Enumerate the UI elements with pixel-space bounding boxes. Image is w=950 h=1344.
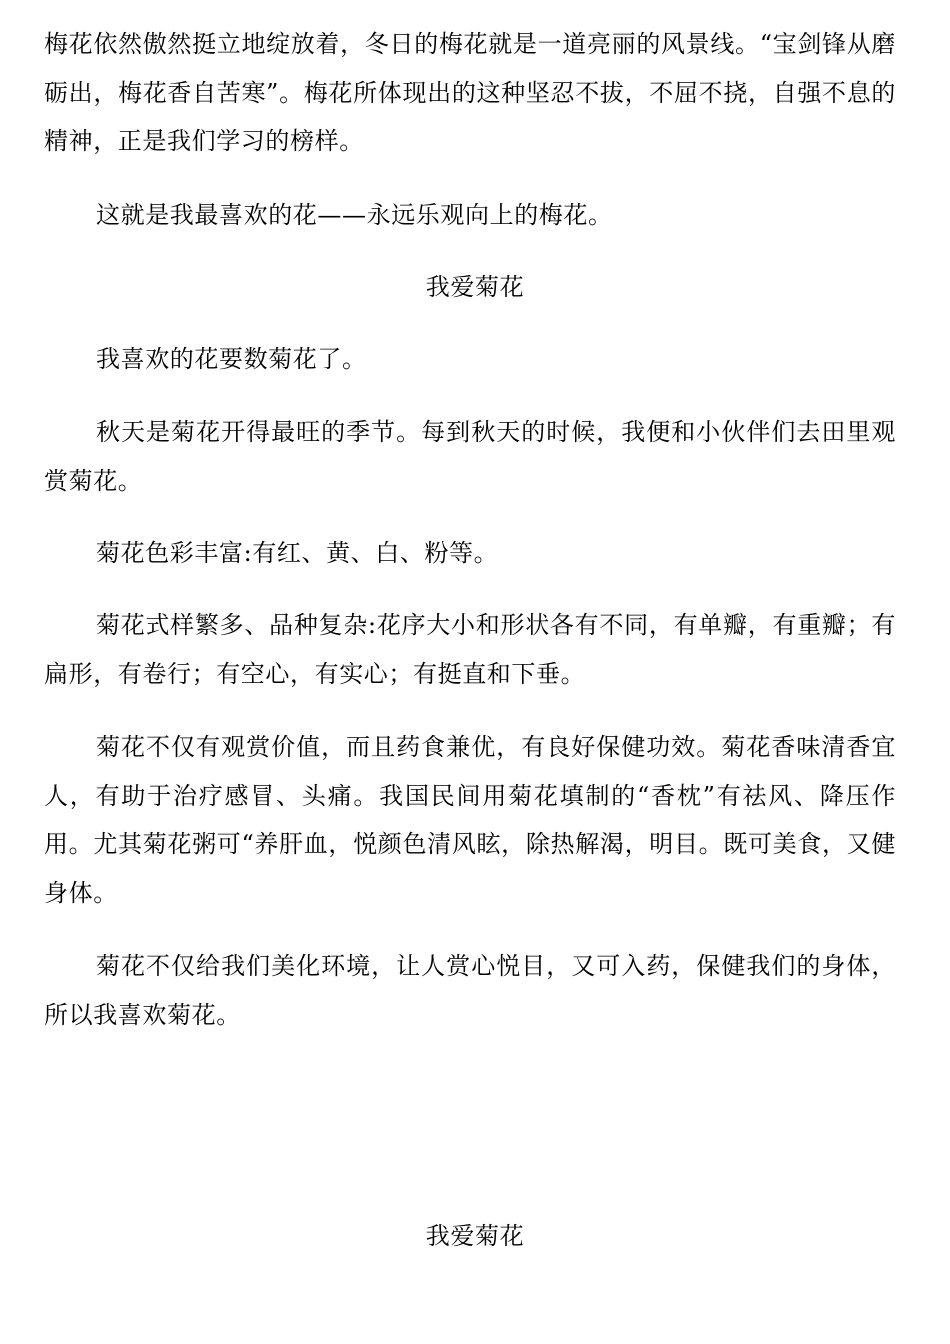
paragraph-autumn-season: 秋天是菊花开得最旺的季节。每到秋天的时候，我便和小伙伴们去田里观赏菊花。 xyxy=(44,418,896,495)
next-section-title: 我爱菊花 xyxy=(425,1222,525,1250)
paragraph-plum-conclusion: 这就是我最喜欢的花——永远乐观向上的梅花。 xyxy=(96,201,613,229)
paragraph-varieties: 菊花式样繁多、品种复杂:花序大小和形状各有不同，有单瓣，有重瓣；有扁形，有卷行；有空心，有实心；有挺直和下垂。 xyxy=(44,611,896,688)
paragraph-closing: 菊花不仅给我们美化环境，让人赏心悦目，又可入药，保健我们的身体，所以我喜欢菊花。 xyxy=(44,952,896,1029)
paragraph-plum-spirit: 梅花依然傲然挺立地绽放着，冬日的梅花就是一道亮丽的风景线。“宝剑锋从磨砺出，梅花香自苦寒”。梅花所体现出的这种坚忍不拔，不屈不挠，自强不息的精神，正是我们学习的榜样。 xyxy=(44,30,896,155)
paragraph-chrysanthemum-intro: 我喜欢的花要数菊花了。 xyxy=(96,345,367,373)
section-title: 我爱菊花 xyxy=(425,273,525,301)
paragraph-medicinal-value: 菊花不仅有观赏价值，而且药食兼优，有良好保健功效。菊花香味清香宜人，有助于治疗感冒、头痛。我国民间用菊花填制的“香枕”有祛风、降压作用。尤其菊花粥可“养肝血，悦颜色清风眩，除热解渴，明目。既可美食，又健身体。 xyxy=(44,733,896,907)
paragraph-colors: 菊花色彩丰富:有红、黄、白、粉等。 xyxy=(96,539,499,567)
